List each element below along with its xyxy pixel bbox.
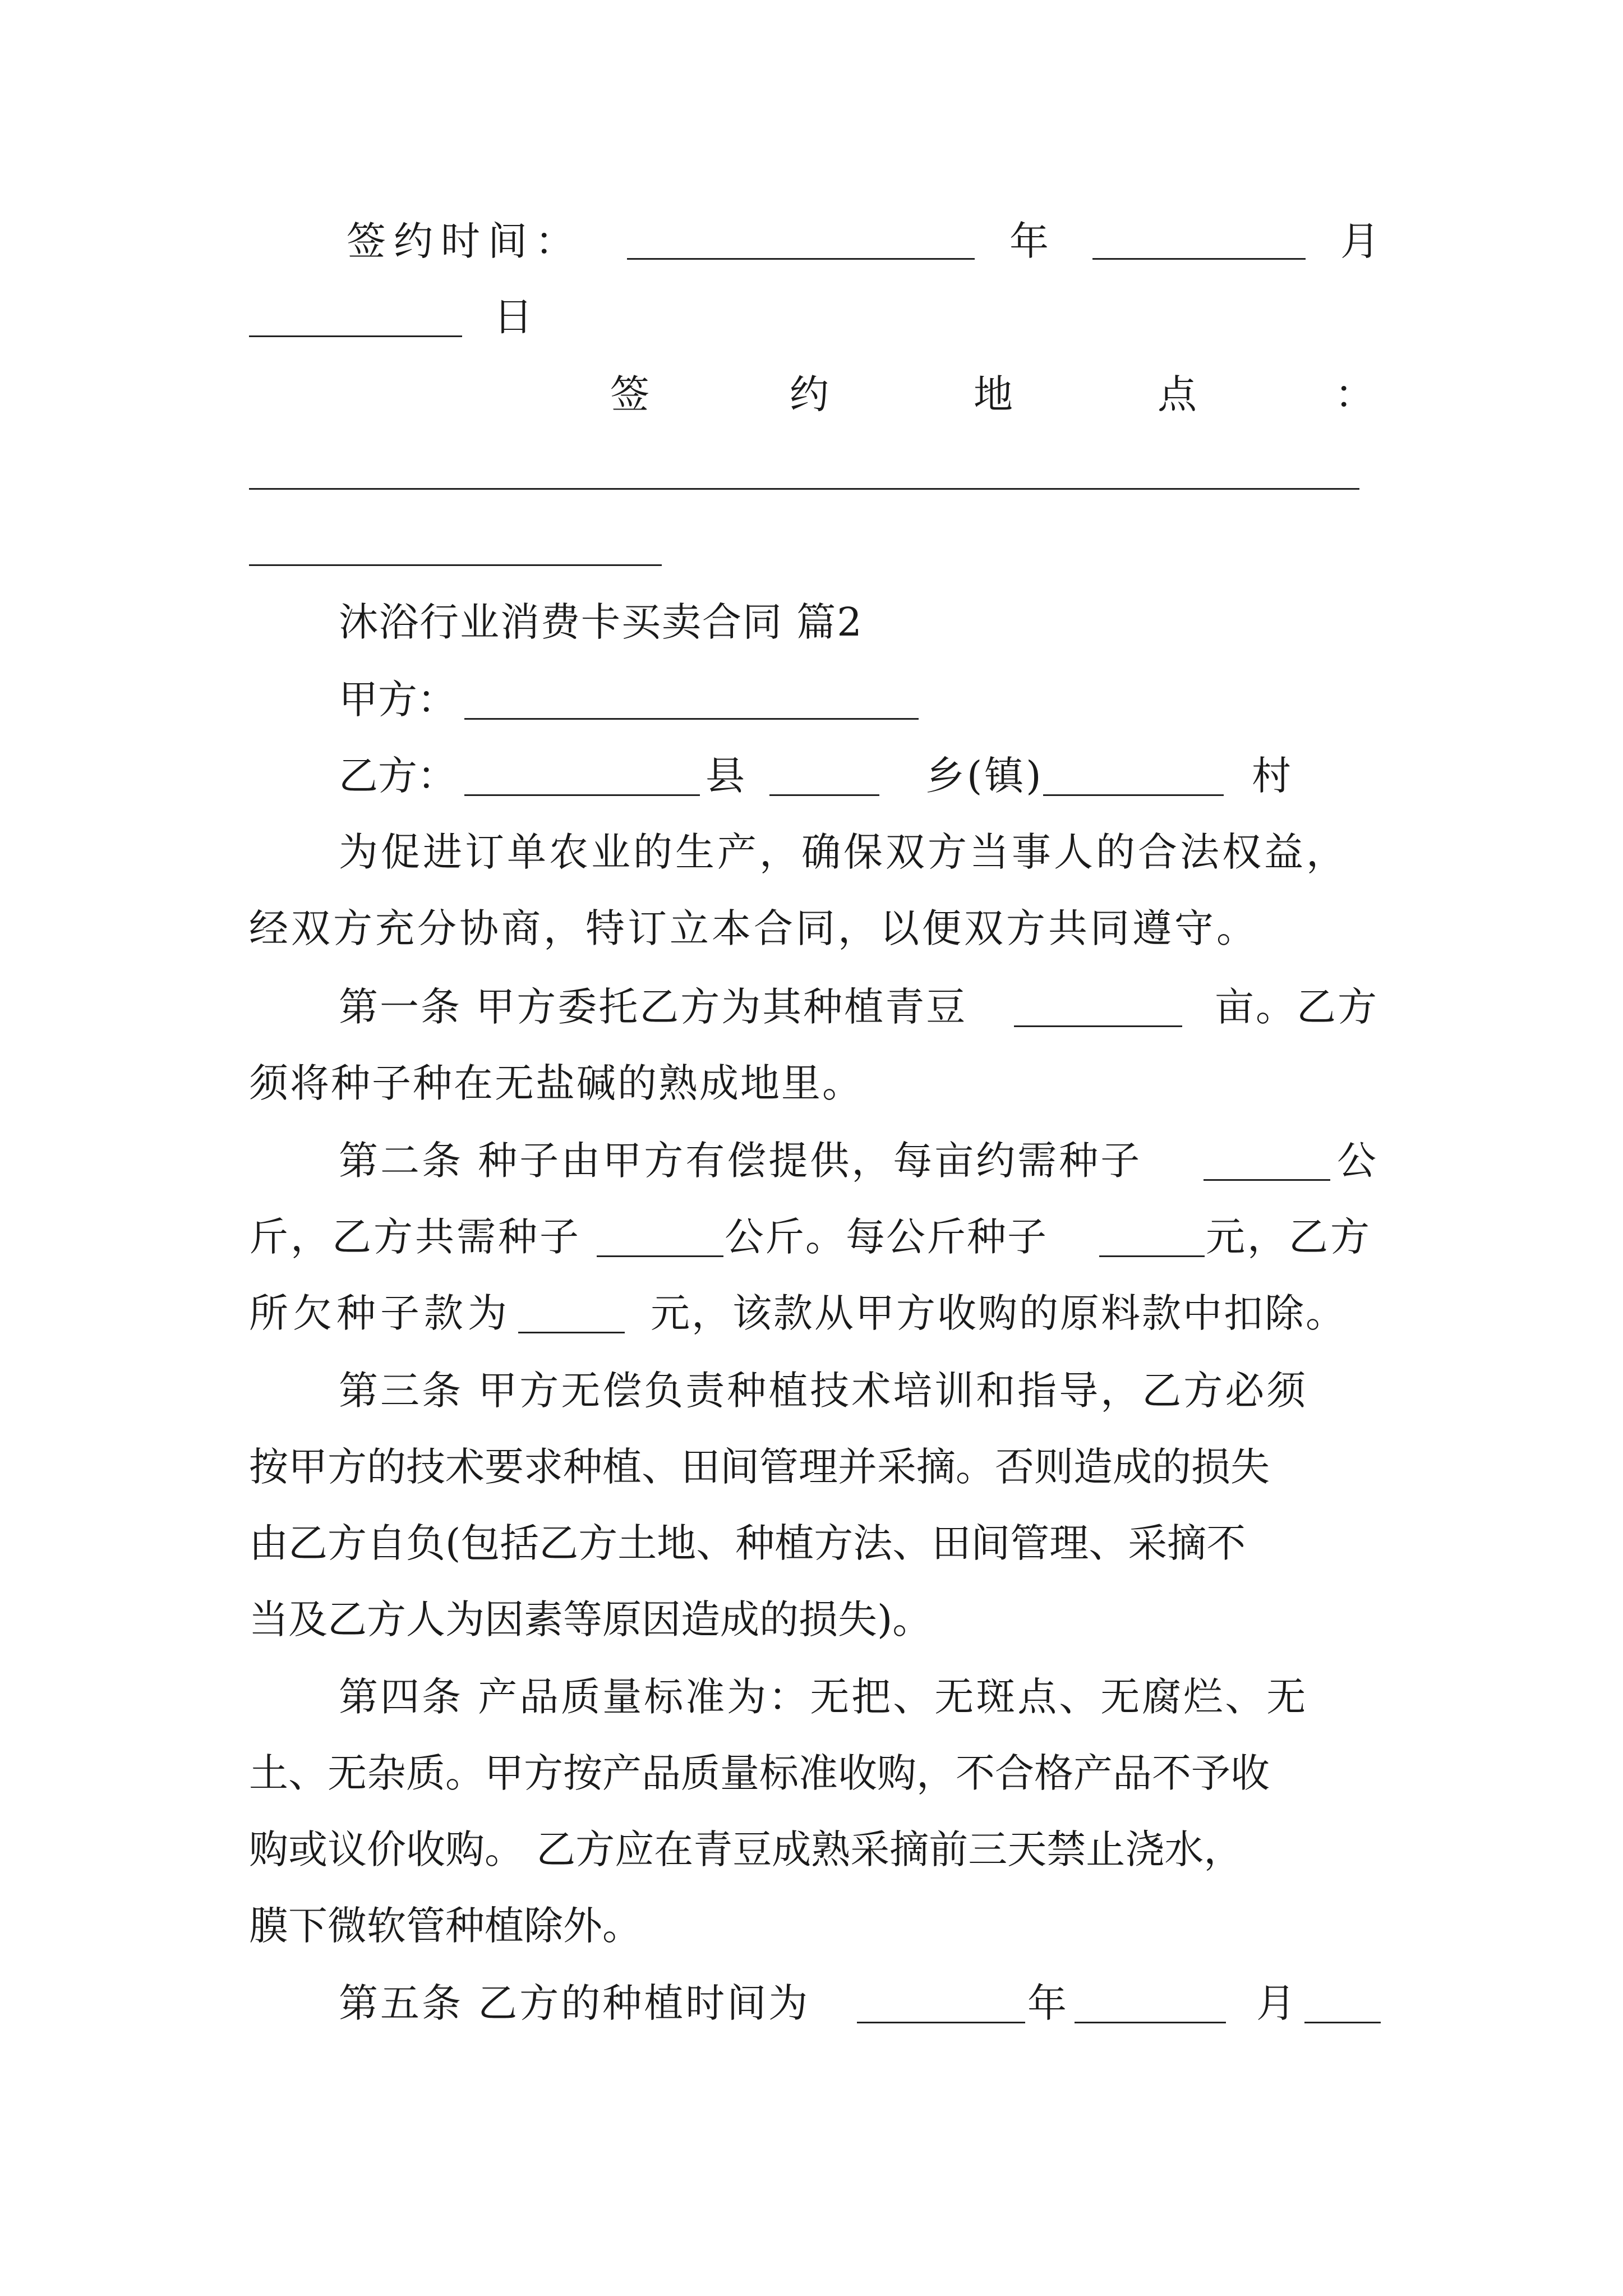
- clause-2-price-blank[interactable]: [1099, 1255, 1205, 1257]
- clause-1-acres-blank[interactable]: [1014, 1025, 1182, 1027]
- sign-place-blank-2[interactable]: [249, 564, 662, 566]
- sign-month-blank[interactable]: [1092, 258, 1306, 260]
- clause-2-a: 第二条 种子由甲方有偿提供，每亩约需种子: [339, 1138, 1142, 1184]
- clause-2-owed-blank[interactable]: [518, 1332, 625, 1333]
- clause-2-c: 斤，乙方共需种子: [249, 1214, 581, 1260]
- clause-3-line-2: 按甲方的技术要求种植、田间管理并采摘。否则造成的损失: [249, 1444, 1270, 1490]
- sign-month-label: 月: [1340, 218, 1380, 264]
- party-a-blank[interactable]: [464, 718, 919, 720]
- sign-year-blank[interactable]: [627, 258, 975, 260]
- clause-5-month-blank[interactable]: [1075, 2022, 1226, 2023]
- clause-4-line-1: 第四条 产品质量标准为：无把、无斑点、无腐烂、无: [339, 1674, 1308, 1720]
- sign-day-label: 日: [494, 294, 533, 340]
- clause-4-line-4: 膜下微软管种植除外。: [249, 1903, 642, 1949]
- sign-place-char-2: 约: [790, 371, 829, 417]
- clause-2-g: 元，该款从甲方收购的原料款中扣除。: [651, 1290, 1347, 1336]
- sign-place-blank-1[interactable]: [249, 488, 1359, 490]
- clause-2-b: 公: [1337, 1138, 1376, 1184]
- sign-year-label: 年: [1009, 218, 1049, 264]
- sign-place-char-1: 签: [610, 371, 649, 417]
- clause-1-c: 须将种子种在无盐碱的熟成地里。: [249, 1060, 863, 1106]
- clause-5-a: 第五条 乙方的种植时间为: [339, 1980, 810, 2026]
- clause-5-c: 月: [1256, 1980, 1295, 2026]
- clause-4-line-3: 购或议价收购。 乙方应在青豆成熟采摘前三天禁止浇水，: [249, 1826, 1243, 1872]
- party-b-township: 乡(镇): [925, 753, 1044, 799]
- clause-5-year-blank[interactable]: [857, 2022, 1025, 2023]
- sign-time-label: 签约时间：: [347, 218, 582, 264]
- clause-5-day-blank[interactable]: [1304, 2022, 1381, 2023]
- sign-place-char-4: 点: [1158, 371, 1197, 417]
- party-b-county-blank[interactable]: [464, 794, 700, 796]
- contract-title: 沐浴行业消费卡买卖合同 篇2: [339, 599, 863, 645]
- clause-3-line-1: 第三条 甲方无偿负责种植技术培训和指导，乙方必须: [339, 1368, 1308, 1414]
- clause-2-seed-per-acre-blank[interactable]: [1204, 1179, 1330, 1181]
- clause-2-f: 所欠种子款为: [249, 1290, 511, 1336]
- party-a-label: 甲方：: [339, 677, 457, 723]
- clause-2-d: 公斤。每公斤种子: [725, 1214, 1048, 1260]
- intro-line-2: 经双方充分协商，特订立本合同，以便双方共同遵守。: [249, 905, 1258, 951]
- sign-day-blank[interactable]: [249, 335, 462, 337]
- clause-3-line-3: 由乙方自负(包括乙方土地、种植方法、田间管理、采摘不: [249, 1520, 1246, 1566]
- clause-5-b: 年: [1027, 1980, 1067, 2026]
- party-b-village-blank[interactable]: [1043, 794, 1224, 796]
- clause-1-a: 第一条 甲方委托乙方为其种植青豆: [339, 984, 967, 1030]
- clause-3-line-4: 当及乙方人为因素等原因造成的损失)。: [249, 1596, 932, 1642]
- sign-place-char-5: ：: [1335, 371, 1374, 417]
- clause-2-e: 元，乙方: [1206, 1214, 1372, 1260]
- party-b-county: 县: [706, 753, 745, 799]
- party-b-township-blank[interactable]: [769, 794, 879, 796]
- intro-line-1: 为促进订单农业的生产，确保双方当事人的合法权益，: [339, 829, 1348, 875]
- sign-place-char-3: 地: [974, 371, 1013, 417]
- clause-1-b: 亩。乙方: [1215, 984, 1378, 1030]
- party-b-village: 村: [1252, 753, 1291, 799]
- clause-2-total-seed-blank[interactable]: [597, 1255, 723, 1257]
- party-b-label: 乙方：: [339, 753, 457, 799]
- clause-4-line-2: 土、无杂质。甲方按产品质量标准收购，不合格产品不予收: [249, 1750, 1270, 1796]
